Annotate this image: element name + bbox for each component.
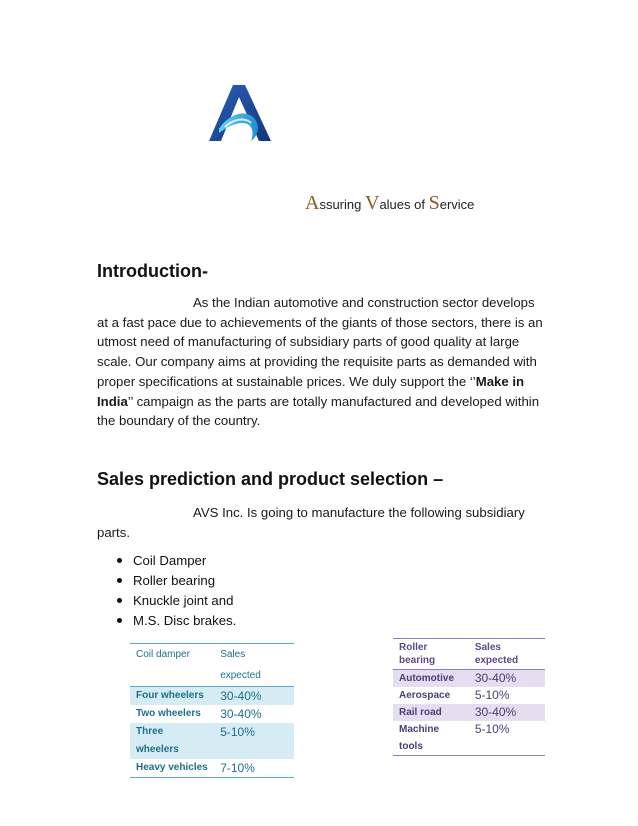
table-row	[130, 687, 294, 706]
table-cell-label: Automotive	[393, 670, 469, 688]
tagline-word-2: alues of	[379, 197, 429, 212]
tagline-initial-a: A	[305, 192, 320, 214]
company-logo	[205, 83, 275, 145]
company-tagline	[305, 192, 474, 215]
table-row	[393, 721, 545, 756]
table-header-row	[130, 644, 294, 687]
tagline-word-3: ervice	[439, 197, 475, 212]
coil-damper-table	[130, 643, 294, 778]
list-item: Roller bearing	[97, 571, 236, 591]
table-cell-value: 5-10%	[214, 723, 294, 759]
table-cell-label: Aerospace	[399, 690, 451, 701]
table-header-cell: Sales expected	[469, 639, 545, 670]
table-row	[130, 759, 294, 778]
intro-text-part2: ’’ campaign as the parts are totally manufactured and developed within the boundary of the country.	[97, 393, 540, 429]
table-cell-value: 5-10%	[474, 688, 510, 702]
table-cell-value: 30-40%	[220, 707, 262, 721]
table-cell-label: Three wheelers	[130, 723, 214, 759]
tagline-initial-s: S	[428, 192, 440, 214]
table-cell-value: 5-10%	[474, 722, 510, 736]
parts-list	[97, 551, 236, 631]
table-row	[130, 723, 294, 759]
table-cell-label: Machine tools	[399, 724, 440, 752]
introduction-heading: Introduction-	[97, 261, 208, 281]
table-row	[393, 704, 545, 721]
list-item: M.S. Disc brakes.	[97, 611, 236, 631]
intro-text-part1: As the Indian automotive and construction sector develops at a fast pace due to achievements of the giants of those sectors, there is an utmost need of manufacturing of subsidiary parts of good quality at large scale. Our company aims at providing the requisite parts as demanded with proper specifications at sustainable prices. We duly support the ‘’	[97, 295, 543, 389]
table-row	[393, 670, 545, 688]
tagline-word-1: ssuring	[319, 197, 365, 212]
table-cell-label: Two wheelers	[136, 708, 201, 719]
table-row	[393, 687, 545, 704]
make-in-india-emphasis: Make in India	[97, 373, 525, 409]
sales-paragraph	[97, 503, 547, 542]
table-header-cell: Roller bearing	[393, 639, 469, 670]
table-header-row	[393, 639, 545, 670]
list-item: Knuckle joint and	[97, 591, 236, 611]
list-item: Coil Damper	[97, 551, 236, 571]
table-cell-label: Four wheelers	[130, 687, 214, 706]
table-cell-value: 30-40%	[469, 704, 545, 721]
table-header-cell: Coil damper	[130, 644, 214, 687]
table-cell-value: 30-40%	[469, 670, 545, 688]
roller-bearing-table	[393, 638, 545, 756]
table-cell-label: Heavy vehicles	[136, 762, 208, 773]
introduction-paragraph	[97, 293, 547, 431]
table-header-cell: Sales expected	[214, 644, 294, 687]
table-cell-value: 7-10%	[220, 761, 255, 775]
sales-heading: Sales prediction and product selection –	[97, 469, 444, 489]
sales-text: AVS Inc. Is going to manufacture the following subsidiary parts.	[97, 505, 525, 540]
tagline-initial-v: V	[364, 192, 380, 214]
table-cell-label: Rail road	[393, 704, 469, 721]
table-cell-value: 30-40%	[214, 687, 294, 706]
table-row	[130, 705, 294, 723]
